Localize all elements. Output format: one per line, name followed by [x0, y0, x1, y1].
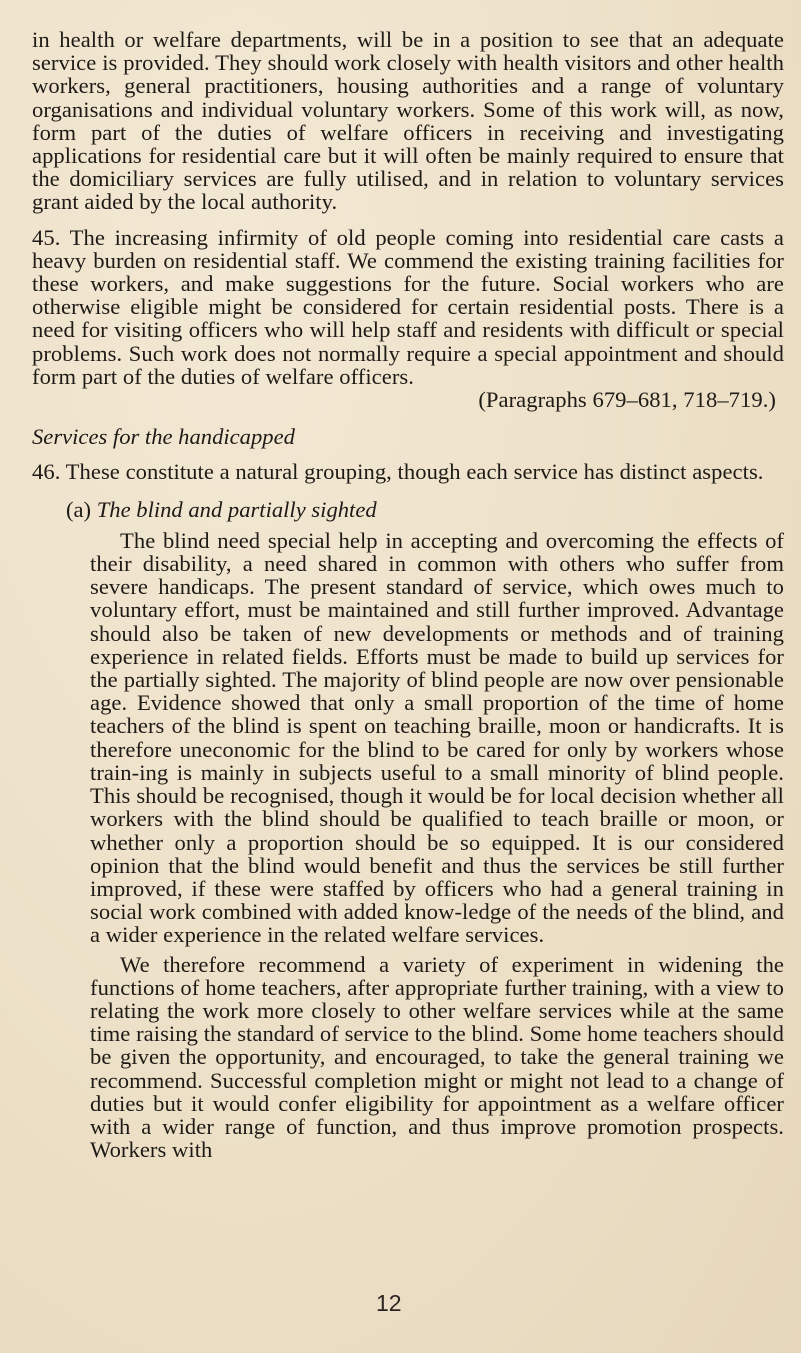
paragraph-45: 45. The increasing infirmity of old people coming into residential care casts a heavy burden on residential staff. We commend the existing training facilities for these workers, and make suggestions for the future. Social workers who are otherwise eligible might be considered for certain residential posts. There is a need for visiting officers who will help staff and residents with difficult or special problems. Such work does not normally require a special appointment and should form part of the duties of welfare officers. — [32, 224, 784, 389]
subsection-paragraph-2: We therefore recommend a variety of experiment in widening the functions of home teachers, after appropriate further training, with a view to relating the work more closely to other welfare services while at the same time raising the standard of service to the blind. Some home teachers should be given the opportunity, and encouraged, to take the general training we recommend. Successful completion might or might not lead to a change of duties but it would confer eligibility for appointment as a welfare officer with a wider range of function, and thus improve promotion prospects. Workers with — [90, 951, 784, 1163]
page-number: 12 — [376, 1290, 402, 1316]
subsection-label: (a) — [66, 496, 92, 522]
subsection-paragraph-1: The blind need special help in accepting and overcoming the effects of their disability, a need shared in common with others who suffer from severe handicaps. The present standard of service, which owes much to voluntary effort, must be maintained and still further improved. Advantage should also be taken of new developments or methods and of training experience in related fields. Efforts must be made to build up services for the partially sighted. The majority of blind people are now over pensionable age. Evidence showed that only a small proportion of the time of home teachers of the blind is spent on teaching braille, moon or handicrafts. It is therefore uneconomic for the blind to be cared for only by workers whose train-ing is mainly in subjects useful to a small minority of blind people. This should be recognised, though it would be for local decision whether all workers with the blind should be qualified to teach braille or moon, or whether only a proportion should be so equipped. It is our considered opinion that the blind would benefit and thus the services be still further improved, if these were staffed by officers who had a general training in social work combined with added know-ledge of the needs of the blind, and a wider experience in the related welfare services. — [90, 527, 784, 948]
section-heading: Services for the handicapped — [32, 424, 295, 450]
paragraph-46: 46. These constitute a natural grouping, though each service has distinct aspects. — [32, 459, 764, 485]
document-page — [32, 28, 784, 1161]
subsection-heading — [66, 498, 784, 521]
paragraph-45-reference: (Paragraphs 679–681, 718–719.) — [478, 387, 776, 413]
subsection-body — [90, 529, 784, 1161]
subsection-title: The blind and partially sighted — [96, 496, 377, 522]
paragraph-intro: in health or welfare departments, will be in a position to see that an adequate service is provided. They should work closely with health visitors and other health workers, general practitioners, housing authorities and a range of voluntary organisations and individual voluntary workers. Some of this work will, as now, form part of the duties of welfare officers in receiving and investigating applications for residential care but it will often be mainly required to ensure that the domiciliary services are fully utilised, and in relation to voluntary services grant aided by the local authority. — [32, 27, 784, 215]
